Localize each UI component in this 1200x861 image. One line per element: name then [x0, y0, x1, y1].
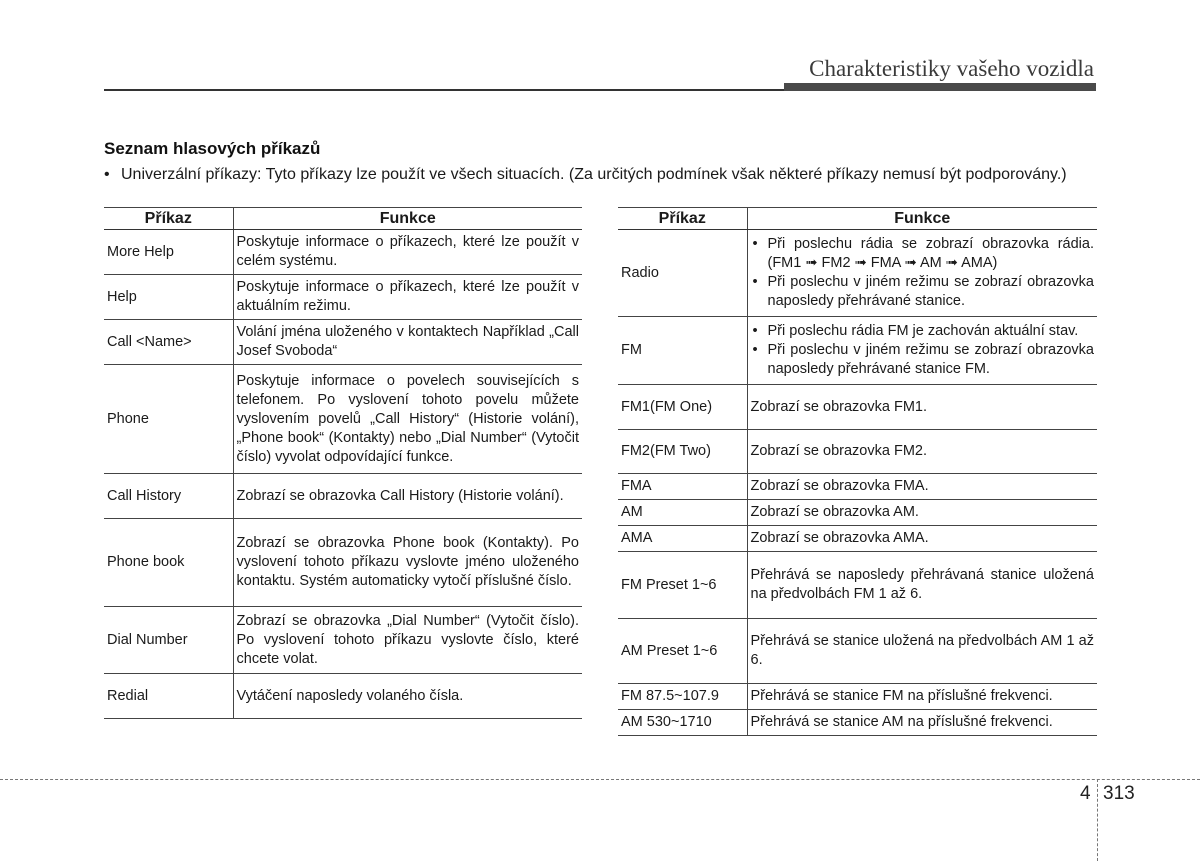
section-title: Seznam hlasových příkazů	[104, 139, 321, 158]
voice-commands-table-right	[618, 207, 1097, 736]
function-cell: Volání jména uloženého v kontaktech Například „Call Josef Svoboda“	[233, 320, 582, 365]
column-header-command: Příkaz	[104, 208, 233, 230]
command-cell: AMA	[618, 526, 747, 552]
header-rule-thin	[104, 89, 784, 91]
table-row	[618, 619, 1097, 684]
function-cell: Zobrazí se obrazovka AM.	[747, 500, 1097, 526]
table-row	[618, 552, 1097, 619]
table-row	[618, 474, 1097, 500]
command-cell: Call History	[104, 474, 233, 519]
function-cell: Zobrazí se obrazovka „Dial Number“ (Vytočit číslo). Po vyslovení tohoto příkazu vyslovte číslo, které chcete volat.	[233, 607, 582, 674]
command-cell: AM	[618, 500, 747, 526]
table-row	[104, 519, 582, 607]
function-cell: Přehrává se stanice FM na příslušné frekvenci.	[747, 684, 1097, 710]
command-cell: Dial Number	[104, 607, 233, 674]
command-cell: AM Preset 1~6	[618, 619, 747, 684]
table-row	[618, 385, 1097, 430]
footer-vertical-dashed-rule	[1097, 779, 1098, 861]
command-cell: Redial	[104, 674, 233, 719]
table-row	[104, 607, 582, 674]
table-header-row	[618, 208, 1097, 230]
intro-bullet	[104, 165, 1096, 184]
function-bullet-list	[751, 322, 1095, 379]
table-header-row	[104, 208, 582, 230]
function-bullet: • Při poslechu v jiném režimu se zobrazí obrazovka naposledy přehrávané stanice.	[751, 273, 1095, 311]
page-number: 313	[1103, 783, 1135, 804]
table-row	[618, 230, 1097, 317]
function-cell: Poskytuje informace o příkazech, které lze použít v celém systému.	[233, 230, 582, 275]
header-rule-thick	[784, 83, 1096, 91]
command-cell: Radio	[618, 230, 747, 317]
table-row	[104, 320, 582, 365]
function-bullet: • Při poslechu rádia se zobrazí obrazovka rádia. (FM1 ➟ FM2 ➟ FMA ➟ AM ➟ AMA)	[751, 235, 1095, 273]
command-cell: FM2(FM Two)	[618, 430, 747, 474]
bullet-icon: •	[104, 166, 110, 183]
function-cell: Poskytuje informace o povelech souvisejících s telefonem. Po vyslovení tohoto povelu můžete vyslovením povelů „Call History“ (Historie volání), „Phone book“ (Kontakty) nebo „Dial Number“ (Vytočit číslo) vyvolat odpovídající funkce.	[233, 365, 582, 474]
footer-dashed-rule	[0, 779, 1200, 780]
table-row	[104, 474, 582, 519]
command-cell: Phone book	[104, 519, 233, 607]
function-cell: Vytáčení naposledy volaného čísla.	[233, 674, 582, 719]
function-cell: Zobrazí se obrazovka FM1.	[747, 385, 1097, 430]
function-cell: Zobrazí se obrazovka Phone book (Kontakty). Po vyslovení tohoto příkazu vyslovte jméno uloženého kontaktu. Systém automaticky vytočí příslušné číslo.	[233, 519, 582, 607]
function-cell: Přehrává se stanice AM na příslušné frekvenci.	[747, 710, 1097, 736]
function-bullet: • Při poslechu rádia FM je zachován aktuální stav.	[751, 322, 1095, 341]
command-cell: Call <Name>	[104, 320, 233, 365]
chapter-number: 4	[1080, 783, 1091, 804]
command-cell: Help	[104, 275, 233, 320]
command-cell: FMA	[618, 474, 747, 500]
function-cell: Zobrazí se obrazovka Call History (Historie volání).	[233, 474, 582, 519]
table-row	[618, 684, 1097, 710]
command-cell: FM 87.5~107.9	[618, 684, 747, 710]
voice-commands-table-left	[104, 207, 582, 719]
command-cell: FM	[618, 317, 747, 385]
function-cell	[747, 317, 1097, 385]
table-row	[618, 317, 1097, 385]
table-row	[618, 430, 1097, 474]
page-header-title: Charakteristiky vašeho vozidla	[809, 56, 1094, 81]
column-header-function: Funkce	[233, 208, 582, 230]
function-cell: Poskytuje informace o příkazech, které lze použít v aktuálním režimu.	[233, 275, 582, 320]
command-cell: More Help	[104, 230, 233, 275]
function-cell: Zobrazí se obrazovka AMA.	[747, 526, 1097, 552]
function-cell: Zobrazí se obrazovka FM2.	[747, 430, 1097, 474]
table-row	[104, 365, 582, 474]
function-bullet-list	[751, 235, 1095, 311]
function-cell: Přehrává se naposledy přehrávaná stanice uložená na předvolbách FM 1 až 6.	[747, 552, 1097, 619]
intro-text: Univerzální příkazy: Tyto příkazy lze použít ve všech situacích. (Za určitých podmínek však některé příkazy nemusí být podporovány.)	[121, 166, 1067, 183]
table-row	[104, 674, 582, 719]
table-row	[618, 500, 1097, 526]
function-cell: Přehrává se stanice uložená na předvolbách AM 1 až 6.	[747, 619, 1097, 684]
command-cell: FM Preset 1~6	[618, 552, 747, 619]
table-row	[618, 526, 1097, 552]
column-header-function: Funkce	[747, 208, 1097, 230]
command-cell: FM1(FM One)	[618, 385, 747, 430]
function-cell: Zobrazí se obrazovka FMA.	[747, 474, 1097, 500]
table-row	[618, 710, 1097, 736]
command-cell: AM 530~1710	[618, 710, 747, 736]
function-cell	[747, 230, 1097, 317]
command-cell: Phone	[104, 365, 233, 474]
table-row	[104, 275, 582, 320]
table-row	[104, 230, 582, 275]
function-bullet: • Při poslechu v jiném režimu se zobrazí obrazovka naposledy přehrávané stanice FM.	[751, 341, 1095, 379]
column-header-command: Příkaz	[618, 208, 747, 230]
